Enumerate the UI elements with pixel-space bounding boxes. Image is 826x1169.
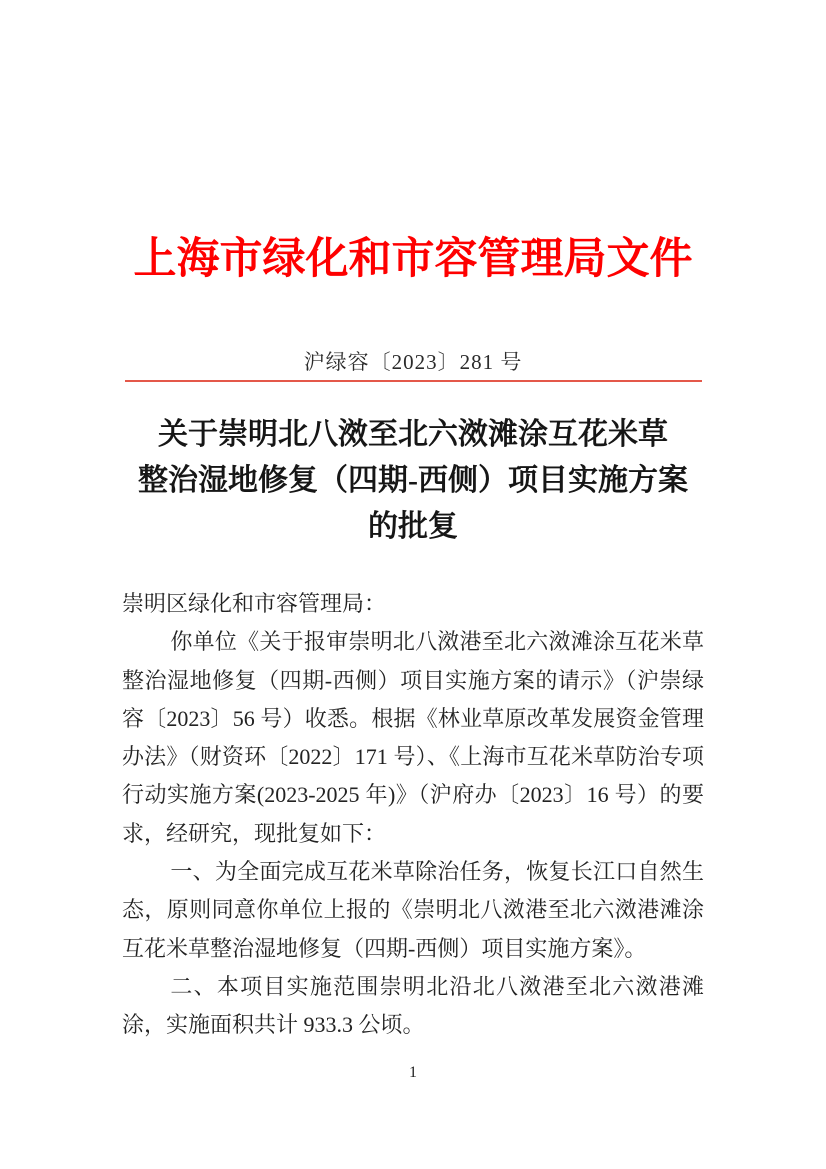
document-number: 沪绿容〔2023〕281 号 [303, 350, 523, 374]
red-divider-rule [125, 380, 702, 382]
page-number: 1 [409, 1064, 417, 1081]
document-title-line-1: 关于崇明北八滧至北六滧滩涂互花米草 [158, 418, 668, 451]
document-title-line-3: 的批复 [368, 510, 458, 543]
document-title-line-2: 整治湿地修复（四期-西侧）项目实施方案 [138, 464, 688, 497]
body-paragraph: 你单位《关于报审崇明北八滧港至北六滧滩涂互花米草整治湿地修复（四期-西侧）项目实施方案的请示》（沪崇绿容〔2023〕56 号）收悉。根据《林业草原改革发展资金管理办法》（财资环〔2022〕171 号）、《上海市互花米草防治专项行动实施方案(2023-2025 年)》（沪府办〔2023〕16 号）的要求，经研究，现批复如下： [122, 629, 704, 846]
document-masthead: 上海市绿化和市容管理局文件 [133, 236, 693, 283]
salutation: 崇明区绿化和市容管理局： [122, 591, 387, 616]
document-body [122, 585, 704, 1045]
body-paragraph: 二、本项目实施范围崇明北沿北八滧港至北六滧港滩涂，实施面积共计 933.3 公顷。 [122, 973, 704, 1038]
body-paragraph: 一、为全面完成互花米草除治任务，恢复长江口自然生态，原则同意你单位上报的《崇明北八滧港至北六滧港滩涂互花米草整治湿地修复（四期-西侧）项目实施方案》。 [122, 859, 704, 961]
document-title [62, 412, 764, 550]
